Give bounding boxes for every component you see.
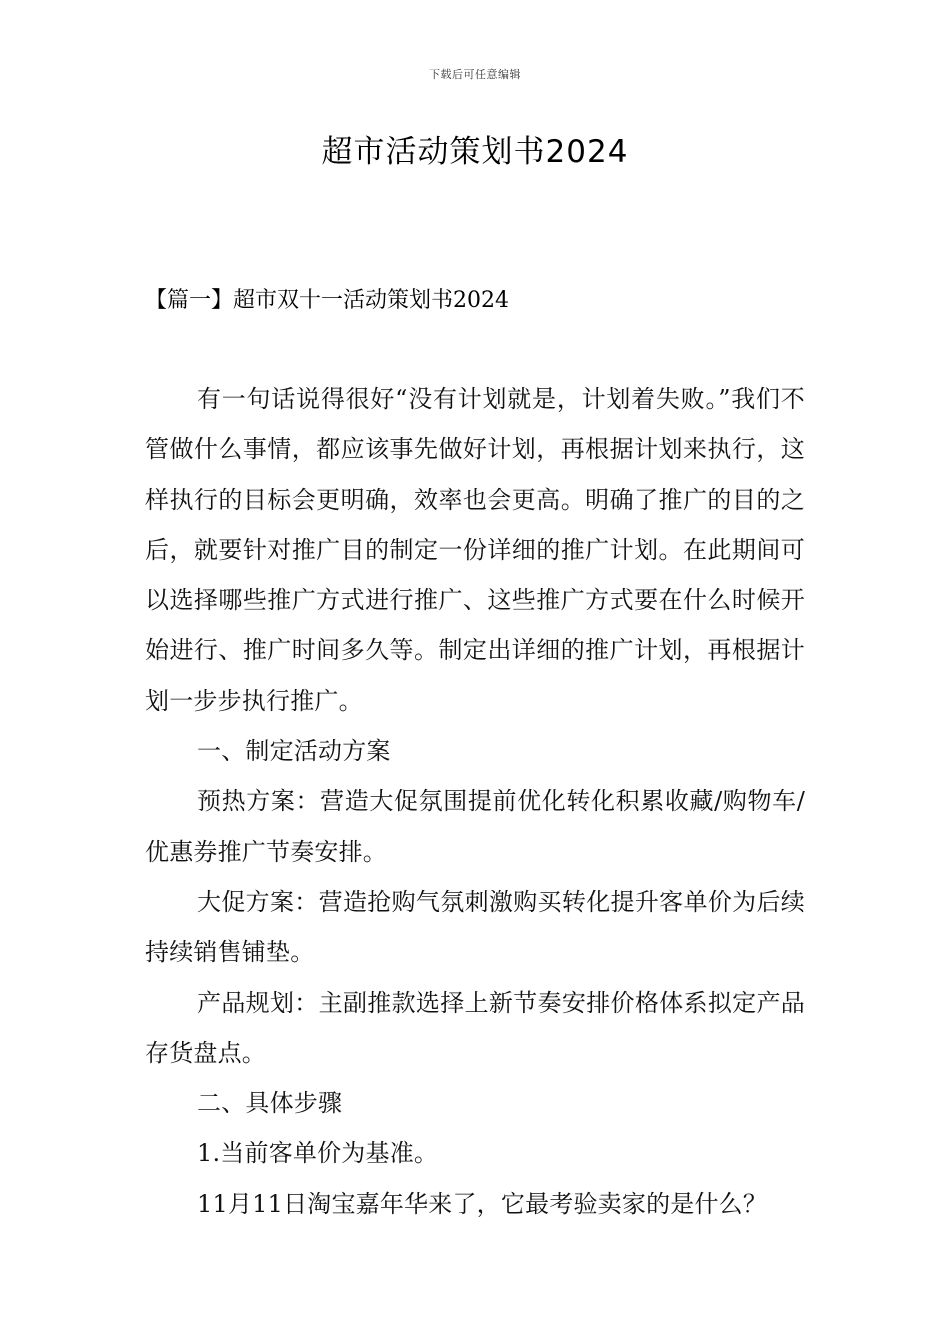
paragraph-step-one: 1.当前客单价为基准。 bbox=[197, 1139, 439, 1168]
document-body bbox=[145, 374, 805, 1229]
header-note: 下载后可任意编辑 bbox=[429, 68, 521, 81]
paragraph-heading-steps: 二、具体步骤 bbox=[197, 1089, 343, 1118]
section-heading: 【篇一】超市双十一活动策划书2024 bbox=[145, 288, 509, 313]
paragraph-intro: 有一句话说得很好“没有计划就是，计划着失败。”我们不管做什么事情，都应该事先做好计划，再根据计划来执行，这样执行的目标会更明确，效率也会更高。明确了推广的目的之后，就要针对推广目的制定一份详细的推广计划。在此期间可以选择哪些推广方式进行推广、这些推广方式要在什么时候开始进行、推广时间多久等。制定出详细的推广计划，再根据计划一步步执行推广。 bbox=[145, 385, 805, 715]
paragraph-heading-plan: 一、制定活动方案 bbox=[197, 737, 391, 766]
document-title: 超市活动策划书2024 bbox=[321, 134, 629, 170]
paragraph-preheat: 预热方案：营造大促氛围提前优化转化积累收藏/购物车/优惠券推广节奏安排。 bbox=[145, 787, 805, 866]
paragraph-promotion: 大促方案：营造抢购气氛刺激购买转化提升客单价为后续持续销售铺垫。 bbox=[145, 887, 805, 967]
paragraph-double-eleven: 11月11日淘宝嘉年华来了，它最考验卖家的是什么？ bbox=[197, 1189, 768, 1218]
paragraph-product: 产品规划：主副推款选择上新节奏安排价格体系拟定产品存货盘点。 bbox=[145, 988, 805, 1067]
